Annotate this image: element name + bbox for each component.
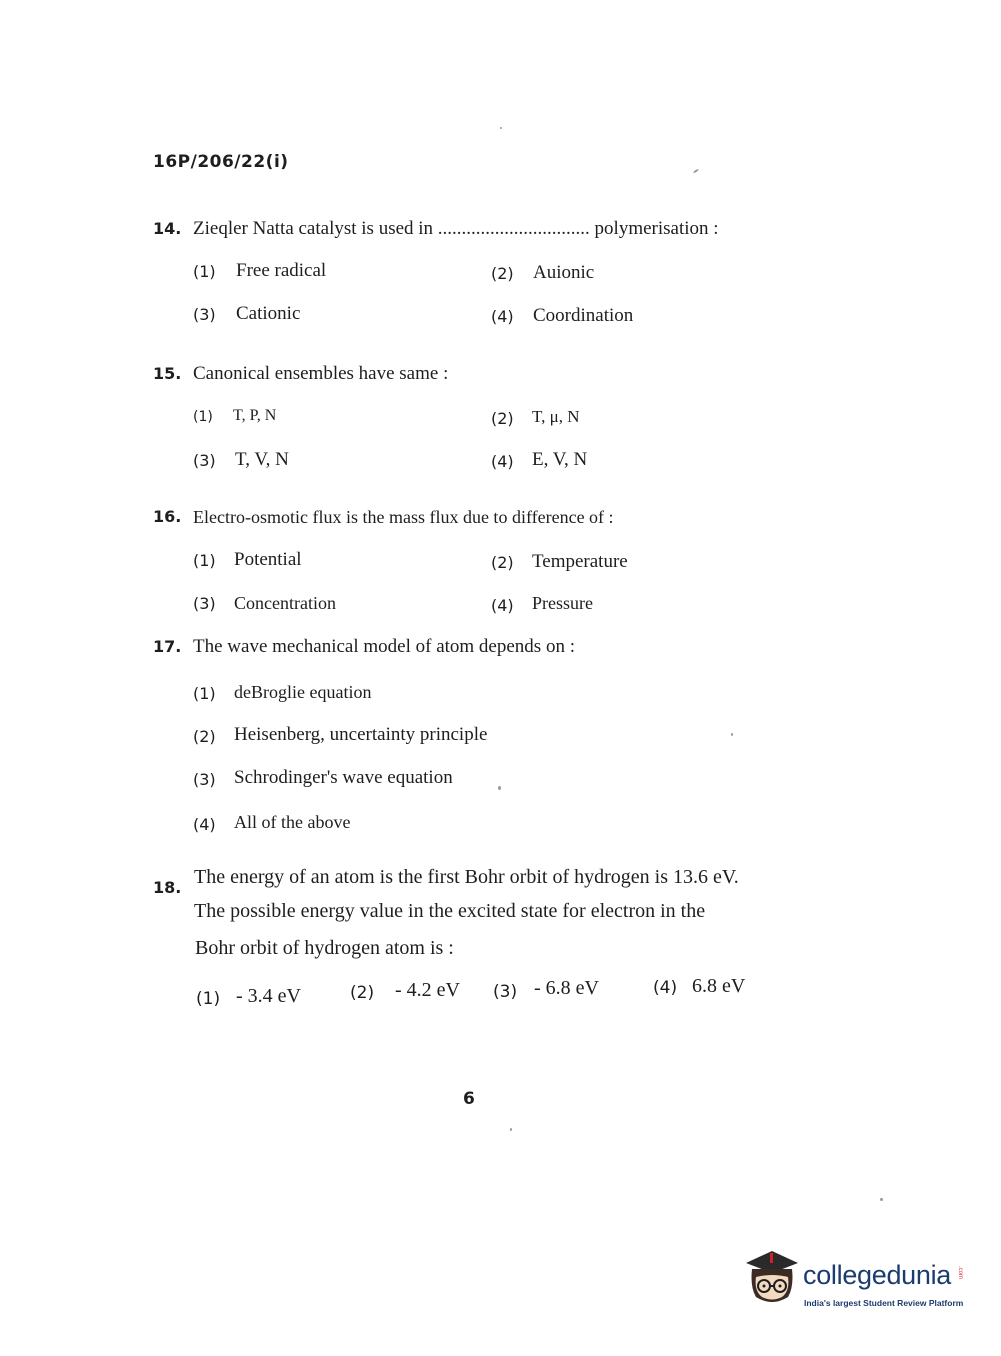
option-text: T, P, N [233, 407, 277, 424]
scan-speck [498, 786, 501, 790]
option-text: Schrodinger's wave equation [234, 767, 453, 788]
option-number: (3) [493, 982, 518, 1002]
logo-brand: collegedunia [803, 1260, 952, 1290]
scan-speck [500, 127, 502, 129]
option-text: - 3.4 eV [236, 985, 301, 1007]
option-number: (3) [193, 451, 216, 470]
option-text: All of the above [234, 812, 351, 832]
option-text: Pressure [532, 593, 593, 613]
question-number: 15. [153, 364, 182, 383]
scan-speck [880, 1198, 883, 1201]
option-text: Auionic [533, 262, 595, 283]
paper-code: 16P/206/22(i) [153, 152, 289, 172]
option-number: (2) [491, 264, 514, 283]
option-text: 6.8 eV [692, 975, 746, 997]
option-number: (1) [193, 551, 216, 570]
option-number: (1) [193, 409, 213, 425]
option-number: (2) [193, 727, 216, 746]
option-text: - 4.2 eV [395, 979, 460, 1001]
question-text-line: The energy of an atom is the first Bohr orbit of hydrogen is 13.6 eV. [194, 866, 739, 888]
option-number: (3) [193, 594, 216, 613]
option-number: (1) [193, 684, 216, 703]
option-number: (4) [491, 307, 514, 326]
option-text: T, V, N [235, 449, 289, 470]
question-number: 14. [153, 219, 182, 238]
logo-suffix: .com [957, 1266, 963, 1280]
option-number: (4) [491, 452, 514, 471]
question-text-line: The possible energy value in the excited state for electron in the [194, 900, 706, 922]
logo-tagline: India's largest Student Review Platform [804, 1298, 964, 1308]
scan-speck [510, 1128, 512, 1131]
option-text: - 6.8 eV [534, 977, 599, 999]
question-number: 17. [153, 637, 182, 656]
question-text: Canonical ensembles have same : [193, 363, 449, 384]
option-text: E, V, N [532, 449, 588, 470]
option-number: (2) [491, 409, 514, 428]
question-text: The wave mechanical model of atom depends on : [193, 636, 575, 657]
option-number: (4) [193, 815, 216, 834]
option-text: Cationic [236, 303, 301, 324]
option-text: Free radical [236, 260, 327, 281]
page-number: 6 [463, 1089, 475, 1109]
question-text: Zieqler Natta catalyst is used in ................................ polymerisation : [193, 218, 719, 239]
option-text: Concentration [234, 593, 336, 613]
question-text: Electro-osmotic flux is the mass flux due to difference of : [193, 507, 614, 527]
question-number: 18. [153, 878, 182, 897]
option-number: (4) [653, 978, 678, 998]
question-number: 16. [153, 507, 182, 526]
mascot-icon [742, 1247, 802, 1307]
option-number: (3) [193, 770, 216, 789]
option-text: Coordination [533, 305, 634, 326]
option-text: Heisenberg, uncertainty principle [234, 724, 488, 745]
option-number: (1) [193, 262, 216, 281]
scan-speck [731, 733, 733, 736]
option-text: Potential [234, 549, 302, 570]
option-text: deBroglie equation [234, 682, 372, 702]
question-text-line: Bohr orbit of hydrogen atom is : [195, 937, 454, 959]
scan-speck [693, 168, 699, 173]
option-number: (2) [350, 983, 375, 1003]
option-number: (3) [193, 305, 216, 324]
option-text: Temperature [532, 551, 628, 572]
option-number: (4) [491, 596, 514, 615]
option-number: (1) [196, 989, 221, 1009]
option-number: (2) [491, 553, 514, 572]
option-text: T, μ, N [532, 407, 580, 426]
